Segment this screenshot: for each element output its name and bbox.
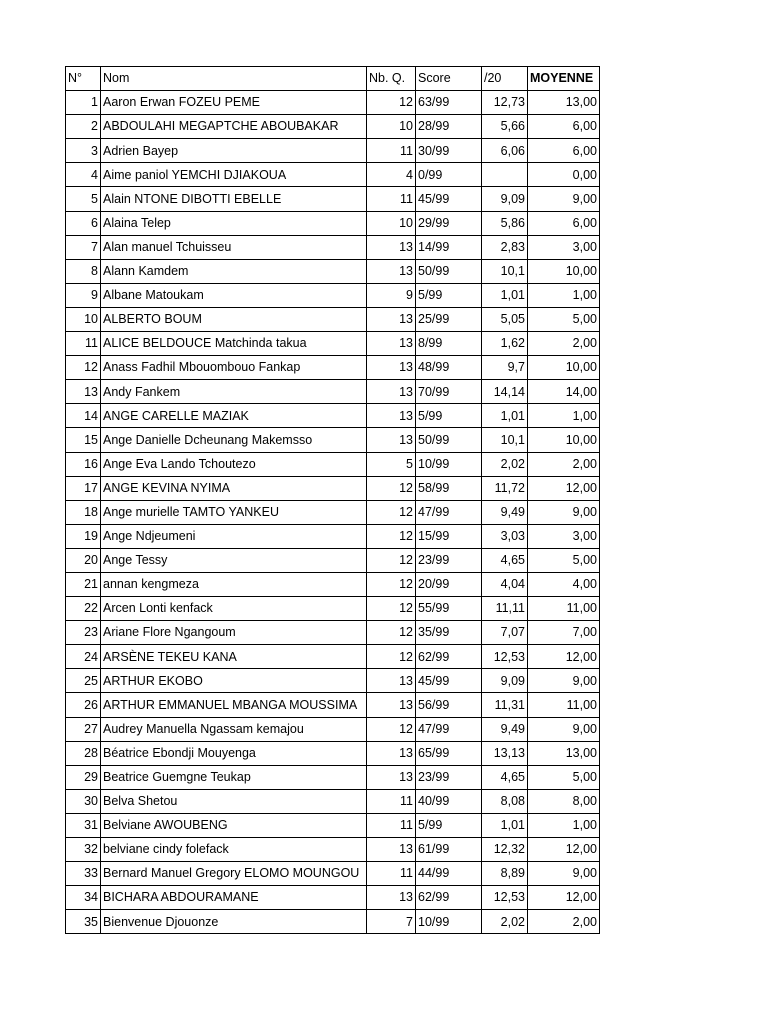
raw-score: 62/99	[416, 645, 482, 669]
score-out-of-20: 4,65	[482, 548, 528, 572]
question-count: 12	[367, 548, 416, 572]
row-number: 16	[66, 452, 101, 476]
student-name: ALICE BELDOUCE Matchinda takua	[101, 332, 367, 356]
table-row	[66, 765, 600, 789]
score-out-of-20: 9,7	[482, 356, 528, 380]
raw-score: 23/99	[416, 765, 482, 789]
results-table	[65, 66, 600, 934]
score-out-of-20: 4,04	[482, 572, 528, 596]
average-grade: 9,00	[528, 669, 600, 693]
table-row	[66, 500, 600, 524]
average-grade: 3,00	[528, 524, 600, 548]
question-count: 11	[367, 187, 416, 211]
raw-score: 25/99	[416, 307, 482, 331]
raw-score: 15/99	[416, 524, 482, 548]
student-name: Alain NTONE DIBOTTI EBELLE	[101, 187, 367, 211]
table-row	[66, 428, 600, 452]
student-name: Alaina Telep	[101, 211, 367, 235]
table-row	[66, 404, 600, 428]
question-count: 11	[367, 862, 416, 886]
student-name: Béatrice Ebondji Mouyenga	[101, 741, 367, 765]
row-number: 4	[66, 163, 101, 187]
raw-score: 30/99	[416, 139, 482, 163]
row-number: 21	[66, 572, 101, 596]
score-out-of-20: 12,73	[482, 91, 528, 115]
average-grade: 5,00	[528, 548, 600, 572]
student-name: Audrey Manuella Ngassam kemajou	[101, 717, 367, 741]
question-count: 10	[367, 115, 416, 139]
average-grade: 9,00	[528, 717, 600, 741]
question-count: 13	[367, 693, 416, 717]
score-out-of-20: 4,65	[482, 765, 528, 789]
raw-score: 63/99	[416, 91, 482, 115]
raw-score: 29/99	[416, 211, 482, 235]
row-number: 24	[66, 645, 101, 669]
table-row	[66, 572, 600, 596]
student-name: ARTHUR EKOBO	[101, 669, 367, 693]
question-count: 13	[367, 404, 416, 428]
row-number: 12	[66, 356, 101, 380]
raw-score: 62/99	[416, 886, 482, 910]
score-out-of-20: 10,1	[482, 259, 528, 283]
average-grade: 10,00	[528, 356, 600, 380]
header-row	[66, 67, 600, 91]
row-number: 2	[66, 115, 101, 139]
score-out-of-20: 11,72	[482, 476, 528, 500]
row-number: 28	[66, 741, 101, 765]
table-row	[66, 717, 600, 741]
raw-score: 5/99	[416, 283, 482, 307]
student-name: Alann Kamdem	[101, 259, 367, 283]
average-grade: 7,00	[528, 621, 600, 645]
raw-score: 28/99	[416, 115, 482, 139]
student-name: ALBERTO BOUM	[101, 307, 367, 331]
raw-score: 0/99	[416, 163, 482, 187]
row-number: 31	[66, 813, 101, 837]
question-count: 12	[367, 572, 416, 596]
question-count: 13	[367, 259, 416, 283]
score-out-of-20: 2,02	[482, 910, 528, 934]
average-grade: 9,00	[528, 187, 600, 211]
row-number: 19	[66, 524, 101, 548]
average-grade: 6,00	[528, 115, 600, 139]
raw-score: 47/99	[416, 717, 482, 741]
table-row	[66, 380, 600, 404]
question-count: 12	[367, 476, 416, 500]
score-out-of-20: 1,62	[482, 332, 528, 356]
table-row	[66, 187, 600, 211]
table-row	[66, 259, 600, 283]
table-row	[66, 621, 600, 645]
score-out-of-20: 6,06	[482, 139, 528, 163]
row-number: 25	[66, 669, 101, 693]
row-number: 13	[66, 380, 101, 404]
average-grade: 6,00	[528, 211, 600, 235]
table-row	[66, 115, 600, 139]
average-grade: 8,00	[528, 789, 600, 813]
raw-score: 48/99	[416, 356, 482, 380]
average-grade: 1,00	[528, 404, 600, 428]
score-out-of-20: 12,32	[482, 838, 528, 862]
row-number: 29	[66, 765, 101, 789]
table-row	[66, 597, 600, 621]
row-number: 33	[66, 862, 101, 886]
average-grade: 5,00	[528, 307, 600, 331]
question-count: 12	[367, 524, 416, 548]
raw-score: 23/99	[416, 548, 482, 572]
average-grade: 13,00	[528, 91, 600, 115]
raw-score: 10/99	[416, 452, 482, 476]
question-count: 11	[367, 789, 416, 813]
student-name: Ange Ndjeumeni	[101, 524, 367, 548]
student-name: Andy Fankem	[101, 380, 367, 404]
average-grade: 10,00	[528, 428, 600, 452]
average-grade: 1,00	[528, 813, 600, 837]
row-number: 7	[66, 235, 101, 259]
raw-score: 70/99	[416, 380, 482, 404]
student-name: ABDOULAHI MEGAPTCHE ABOUBAKAR	[101, 115, 367, 139]
student-name: BICHARA ABDOURAMANE	[101, 886, 367, 910]
score-out-of-20: 8,08	[482, 789, 528, 813]
question-count: 13	[367, 838, 416, 862]
table-row	[66, 838, 600, 862]
question-count: 13	[367, 356, 416, 380]
header-num: N°	[66, 67, 101, 91]
row-number: 8	[66, 259, 101, 283]
student-name: ANGE KEVINA NYIMA	[101, 476, 367, 500]
row-number: 32	[66, 838, 101, 862]
table-row	[66, 548, 600, 572]
average-grade: 9,00	[528, 862, 600, 886]
raw-score: 14/99	[416, 235, 482, 259]
question-count: 13	[367, 380, 416, 404]
table-row	[66, 235, 600, 259]
student-name: Anass Fadhil Mbouombouo Fankap	[101, 356, 367, 380]
student-name: Alan manuel Tchuisseu	[101, 235, 367, 259]
raw-score: 10/99	[416, 910, 482, 934]
average-grade: 2,00	[528, 332, 600, 356]
header-twenty: /20	[482, 67, 528, 91]
score-out-of-20: 8,89	[482, 862, 528, 886]
row-number: 20	[66, 548, 101, 572]
row-number: 6	[66, 211, 101, 235]
average-grade: 5,00	[528, 765, 600, 789]
average-grade: 13,00	[528, 741, 600, 765]
row-number: 34	[66, 886, 101, 910]
student-name: Ange Danielle Dcheunang Makemsso	[101, 428, 367, 452]
student-name: Ange murielle TAMTO YANKEU	[101, 500, 367, 524]
row-number: 22	[66, 597, 101, 621]
score-out-of-20	[482, 163, 528, 187]
row-number: 18	[66, 500, 101, 524]
raw-score: 58/99	[416, 476, 482, 500]
student-name: Albane Matoukam	[101, 283, 367, 307]
row-number: 9	[66, 283, 101, 307]
table-row	[66, 139, 600, 163]
score-out-of-20: 5,05	[482, 307, 528, 331]
score-out-of-20: 9,49	[482, 717, 528, 741]
question-count: 13	[367, 332, 416, 356]
score-out-of-20: 3,03	[482, 524, 528, 548]
table-body	[66, 91, 600, 934]
table-row	[66, 789, 600, 813]
score-out-of-20: 1,01	[482, 404, 528, 428]
table-row	[66, 693, 600, 717]
raw-score: 35/99	[416, 621, 482, 645]
average-grade: 9,00	[528, 500, 600, 524]
row-number: 26	[66, 693, 101, 717]
score-out-of-20: 9,09	[482, 669, 528, 693]
row-number: 17	[66, 476, 101, 500]
average-grade: 6,00	[528, 139, 600, 163]
row-number: 11	[66, 332, 101, 356]
row-number: 35	[66, 910, 101, 934]
student-name: Adrien Bayep	[101, 139, 367, 163]
table-row	[66, 886, 600, 910]
table-row	[66, 163, 600, 187]
score-out-of-20: 5,86	[482, 211, 528, 235]
average-grade: 12,00	[528, 886, 600, 910]
table-row	[66, 211, 600, 235]
score-out-of-20: 11,31	[482, 693, 528, 717]
average-grade: 2,00	[528, 910, 600, 934]
score-out-of-20: 9,09	[482, 187, 528, 211]
row-number: 3	[66, 139, 101, 163]
student-name: Beatrice Guemgne Teukap	[101, 765, 367, 789]
student-name: belviane cindy folefack	[101, 838, 367, 862]
header-average: MOYENNE	[528, 67, 600, 91]
header-name: Nom	[101, 67, 367, 91]
question-count: 12	[367, 645, 416, 669]
score-out-of-20: 7,07	[482, 621, 528, 645]
question-count: 12	[367, 597, 416, 621]
raw-score: 20/99	[416, 572, 482, 596]
average-grade: 3,00	[528, 235, 600, 259]
table-row	[66, 813, 600, 837]
question-count: 13	[367, 307, 416, 331]
average-grade: 11,00	[528, 693, 600, 717]
row-number: 10	[66, 307, 101, 331]
raw-score: 5/99	[416, 813, 482, 837]
table-row	[66, 524, 600, 548]
average-grade: 12,00	[528, 645, 600, 669]
average-grade: 12,00	[528, 476, 600, 500]
student-name: annan kengmeza	[101, 572, 367, 596]
student-name: ANGE CARELLE MAZIAK	[101, 404, 367, 428]
table-row	[66, 741, 600, 765]
average-grade: 4,00	[528, 572, 600, 596]
raw-score: 45/99	[416, 187, 482, 211]
table-row	[66, 862, 600, 886]
table-row	[66, 452, 600, 476]
raw-score: 50/99	[416, 259, 482, 283]
average-grade: 11,00	[528, 597, 600, 621]
table-row	[66, 307, 600, 331]
raw-score: 65/99	[416, 741, 482, 765]
score-out-of-20: 2,02	[482, 452, 528, 476]
row-number: 30	[66, 789, 101, 813]
average-grade: 2,00	[528, 452, 600, 476]
table-row	[66, 283, 600, 307]
student-name: ARTHUR EMMANUEL MBANGA MOUSSIMA	[101, 693, 367, 717]
question-count: 11	[367, 139, 416, 163]
raw-score: 61/99	[416, 838, 482, 862]
student-name: Ange Tessy	[101, 548, 367, 572]
row-number: 23	[66, 621, 101, 645]
score-out-of-20: 2,83	[482, 235, 528, 259]
row-number: 1	[66, 91, 101, 115]
question-count: 4	[367, 163, 416, 187]
score-out-of-20: 12,53	[482, 645, 528, 669]
raw-score: 40/99	[416, 789, 482, 813]
score-out-of-20: 1,01	[482, 813, 528, 837]
question-count: 11	[367, 813, 416, 837]
student-name: Belva Shetou	[101, 789, 367, 813]
question-count: 13	[367, 428, 416, 452]
question-count: 12	[367, 621, 416, 645]
score-out-of-20: 5,66	[482, 115, 528, 139]
student-name: Arcen Lonti kenfack	[101, 597, 367, 621]
student-name: Bienvenue Djouonze	[101, 910, 367, 934]
row-number: 5	[66, 187, 101, 211]
student-name: Belviane AWOUBENG	[101, 813, 367, 837]
average-grade: 12,00	[528, 838, 600, 862]
score-out-of-20: 11,11	[482, 597, 528, 621]
raw-score: 50/99	[416, 428, 482, 452]
table-row	[66, 645, 600, 669]
table-row	[66, 669, 600, 693]
table-row	[66, 356, 600, 380]
score-out-of-20: 13,13	[482, 741, 528, 765]
student-name: ARSÈNE TEKEU KANA	[101, 645, 367, 669]
question-count: 13	[367, 669, 416, 693]
average-grade: 0,00	[528, 163, 600, 187]
average-grade: 10,00	[528, 259, 600, 283]
student-name: Aime paniol YEMCHI DJIAKOUA	[101, 163, 367, 187]
question-count: 9	[367, 283, 416, 307]
question-count: 13	[367, 765, 416, 789]
student-name: Ange Eva Lando Tchoutezo	[101, 452, 367, 476]
table-row	[66, 91, 600, 115]
header-nbq: Nb. Q.	[367, 67, 416, 91]
student-name: Ariane Flore Ngangoum	[101, 621, 367, 645]
question-count: 10	[367, 211, 416, 235]
score-out-of-20: 9,49	[482, 500, 528, 524]
question-count: 12	[367, 91, 416, 115]
question-count: 7	[367, 910, 416, 934]
table-row	[66, 332, 600, 356]
row-number: 15	[66, 428, 101, 452]
raw-score: 5/99	[416, 404, 482, 428]
question-count: 12	[367, 500, 416, 524]
raw-score: 8/99	[416, 332, 482, 356]
average-grade: 1,00	[528, 283, 600, 307]
question-count: 12	[367, 717, 416, 741]
student-name: Aaron Erwan FOZEU PEME	[101, 91, 367, 115]
raw-score: 45/99	[416, 669, 482, 693]
student-name: Bernard Manuel Gregory ELOMO MOUNGOU	[101, 862, 367, 886]
score-out-of-20: 1,01	[482, 283, 528, 307]
score-out-of-20: 10,1	[482, 428, 528, 452]
raw-score: 55/99	[416, 597, 482, 621]
table-row	[66, 910, 600, 934]
score-out-of-20: 12,53	[482, 886, 528, 910]
question-count: 13	[367, 741, 416, 765]
header-score: Score	[416, 67, 482, 91]
question-count: 5	[367, 452, 416, 476]
question-count: 13	[367, 886, 416, 910]
row-number: 14	[66, 404, 101, 428]
average-grade: 14,00	[528, 380, 600, 404]
raw-score: 44/99	[416, 862, 482, 886]
score-out-of-20: 14,14	[482, 380, 528, 404]
raw-score: 47/99	[416, 500, 482, 524]
row-number: 27	[66, 717, 101, 741]
table-row	[66, 476, 600, 500]
raw-score: 56/99	[416, 693, 482, 717]
question-count: 13	[367, 235, 416, 259]
